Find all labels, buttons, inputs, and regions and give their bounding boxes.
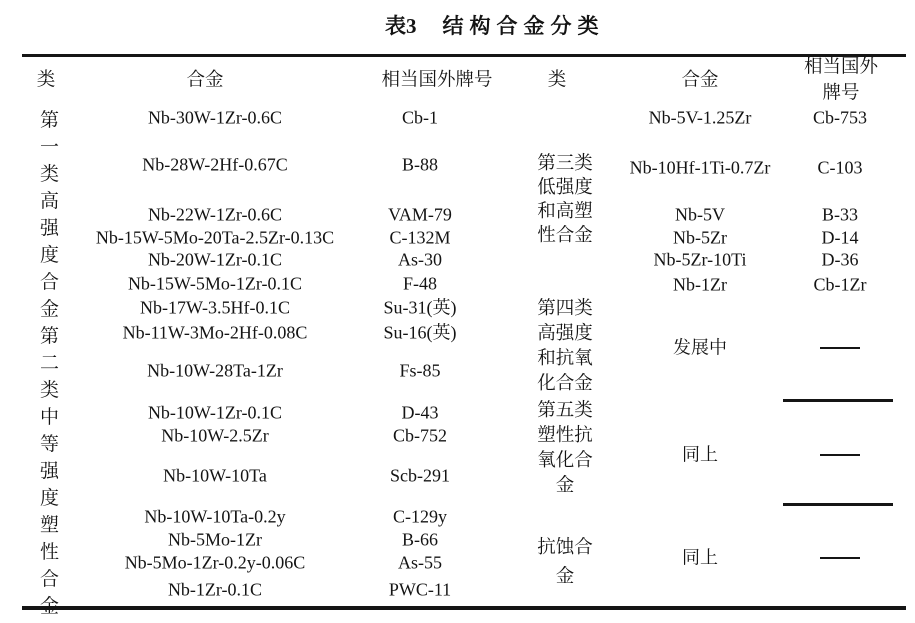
- grade-cell: PWC-11: [388, 579, 452, 600]
- class-label-line: 第五类: [537, 401, 593, 421]
- class-label-char: 高: [39, 191, 59, 212]
- class-label-line: 第四类: [537, 299, 593, 319]
- grade-cell: D-43: [401, 402, 439, 423]
- table-title: [385, 10, 605, 40]
- class-label-line: 性合金: [537, 226, 593, 246]
- alloy-cell: Nb-22W-1Zr-0.6C: [147, 204, 283, 225]
- grade-cell: Cb-1Zr: [813, 274, 867, 295]
- class-label-line: 第三类: [537, 154, 593, 174]
- header-left-class: 类: [36, 70, 56, 91]
- grade-cell: Cb-752: [393, 425, 447, 446]
- class-label-char: 金: [39, 596, 59, 617]
- alloy-cell: Nb-30W-1Zr-0.6C: [147, 107, 283, 128]
- grade-cell: Su-16(英): [383, 322, 457, 343]
- header-right-grade-line1: 相当国外: [803, 57, 879, 78]
- class-label-line: 氧化合: [537, 451, 593, 471]
- grade-cell: D-14: [821, 227, 859, 248]
- grade-cell: B-33: [822, 204, 858, 225]
- header-left-alloy: 合金: [186, 70, 224, 91]
- right-class-label: [530, 534, 600, 592]
- class-label-char: 类: [39, 164, 59, 185]
- class-label-char: 性: [39, 542, 59, 563]
- table-bottom-rule: [22, 606, 906, 610]
- alloy-cell: Nb-5V-1.25Zr: [648, 107, 752, 128]
- header-left-grade: 相当国外牌号: [381, 70, 493, 91]
- class-label-line: 和高塑: [537, 202, 593, 222]
- alloy-cell: Nb-1Zr: [673, 274, 727, 295]
- alloy-cell: Nb-5Mo-1Zr: [168, 529, 262, 550]
- class-label-line: 金: [555, 476, 575, 496]
- header-right-grade-line2: 牌号: [822, 83, 860, 104]
- table-top-rule: [22, 54, 906, 57]
- alloy-cell: Nb-10Hf-1Ti-0.7Zr: [629, 157, 771, 178]
- alloy-cell: 同上: [682, 547, 718, 568]
- grade-cell: As-55: [398, 552, 442, 573]
- class-label-char: 度: [39, 245, 59, 266]
- class-label-char: 类: [39, 380, 59, 401]
- grade-cell: B-88: [402, 154, 438, 175]
- alloy-cell: Nb-17W-3.5Hf-0.1C: [140, 297, 290, 318]
- em-dash: [820, 347, 860, 349]
- grade-cell: Cb-1: [402, 107, 438, 128]
- alloy-cell: Nb-10W-10Ta: [163, 465, 267, 486]
- alloy-cell: Nb-11W-3Mo-2Hf-0.08C: [122, 322, 308, 343]
- right-class-label: [530, 399, 600, 499]
- grade-cell: F-48: [402, 273, 438, 294]
- grade-cell: C-103: [817, 157, 863, 178]
- class-label-char: 第: [39, 326, 59, 347]
- table-number: 表3: [385, 14, 417, 38]
- class-label-char: 等: [39, 434, 59, 455]
- table-title-text: 结构合金分类: [442, 14, 605, 38]
- alloy-cell: Nb-15W-5Mo-20Ta-2.5Zr-0.13C: [95, 227, 335, 248]
- class-label-char: 强: [39, 461, 59, 482]
- header-right-alloy: 合金: [681, 70, 719, 91]
- class-label-char: 金: [39, 299, 59, 320]
- alloy-cell: Nb-20W-1Zr-0.1C: [147, 249, 283, 270]
- class-label-line: 高强度: [537, 324, 593, 344]
- class-label-char: 一: [39, 137, 59, 158]
- alloy-cell: Nb-15W-5Mo-1Zr-0.1C: [127, 273, 303, 294]
- grade-cell: D-36: [821, 249, 859, 270]
- class-label-line: 抗蚀合: [537, 538, 593, 558]
- left-class-labels: [36, 105, 63, 617]
- class-label-line: 塑性抗: [537, 426, 593, 446]
- alloy-cell: Nb-28W-2Hf-0.67C: [142, 154, 288, 175]
- right-class-label: [530, 152, 600, 248]
- grade-cell: Su-31(英): [383, 297, 457, 318]
- header-right-class: 类: [547, 70, 567, 91]
- alloy-cell: Nb-5Zr: [673, 227, 727, 248]
- grade-cell: Cb-753: [813, 107, 867, 128]
- class-label-char: 中: [39, 407, 59, 428]
- alloy-cell: Nb-10W-2.5Zr: [161, 425, 269, 446]
- class-label-line: 金: [555, 567, 575, 587]
- alloy-cell: Nb-5V: [675, 204, 725, 225]
- grade-column-separator-2: [783, 503, 893, 506]
- class-label-char: 合: [39, 272, 59, 293]
- alloy-cell: 同上: [682, 444, 718, 465]
- grade-column-separator-1: [783, 399, 893, 402]
- grade-cell: Fs-85: [399, 360, 441, 381]
- grade-cell: VAM-79: [388, 204, 452, 225]
- class-label-line: 化合金: [537, 374, 593, 394]
- alloy-cell: Nb-10W-10Ta-0.2y: [144, 506, 286, 527]
- right-class-label: [530, 297, 600, 397]
- alloy-cell: 发展中: [673, 337, 727, 358]
- class-label-char: 强: [39, 218, 59, 239]
- alloy-cell: Nb-10W-28Ta-1Zr: [147, 360, 283, 381]
- alloy-cell: Nb-1Zr-0.1C: [167, 579, 263, 600]
- alloy-cell: Nb-5Zr-10Ti: [653, 249, 747, 270]
- alloy-cell: Nb-10W-1Zr-0.1C: [147, 402, 283, 423]
- class-label-char: 第: [39, 110, 59, 131]
- class-label-char: 合: [39, 569, 59, 590]
- grade-cell: B-66: [402, 529, 438, 550]
- alloy-cell: Nb-5Mo-1Zr-0.2y-0.06C: [124, 552, 306, 573]
- grade-cell: Scb-291: [390, 465, 450, 486]
- grade-cell: C-129y: [393, 506, 447, 527]
- em-dash: [820, 557, 860, 559]
- class-label-char: 二: [39, 353, 59, 374]
- em-dash: [820, 454, 860, 456]
- class-label-char: 度: [39, 488, 59, 509]
- class-label-char: 塑: [39, 515, 59, 536]
- class-label-line: 低强度: [537, 178, 593, 198]
- class-label-line: 和抗氧: [537, 349, 593, 369]
- grade-cell: As-30: [398, 249, 442, 270]
- grade-cell: C-132M: [389, 227, 451, 248]
